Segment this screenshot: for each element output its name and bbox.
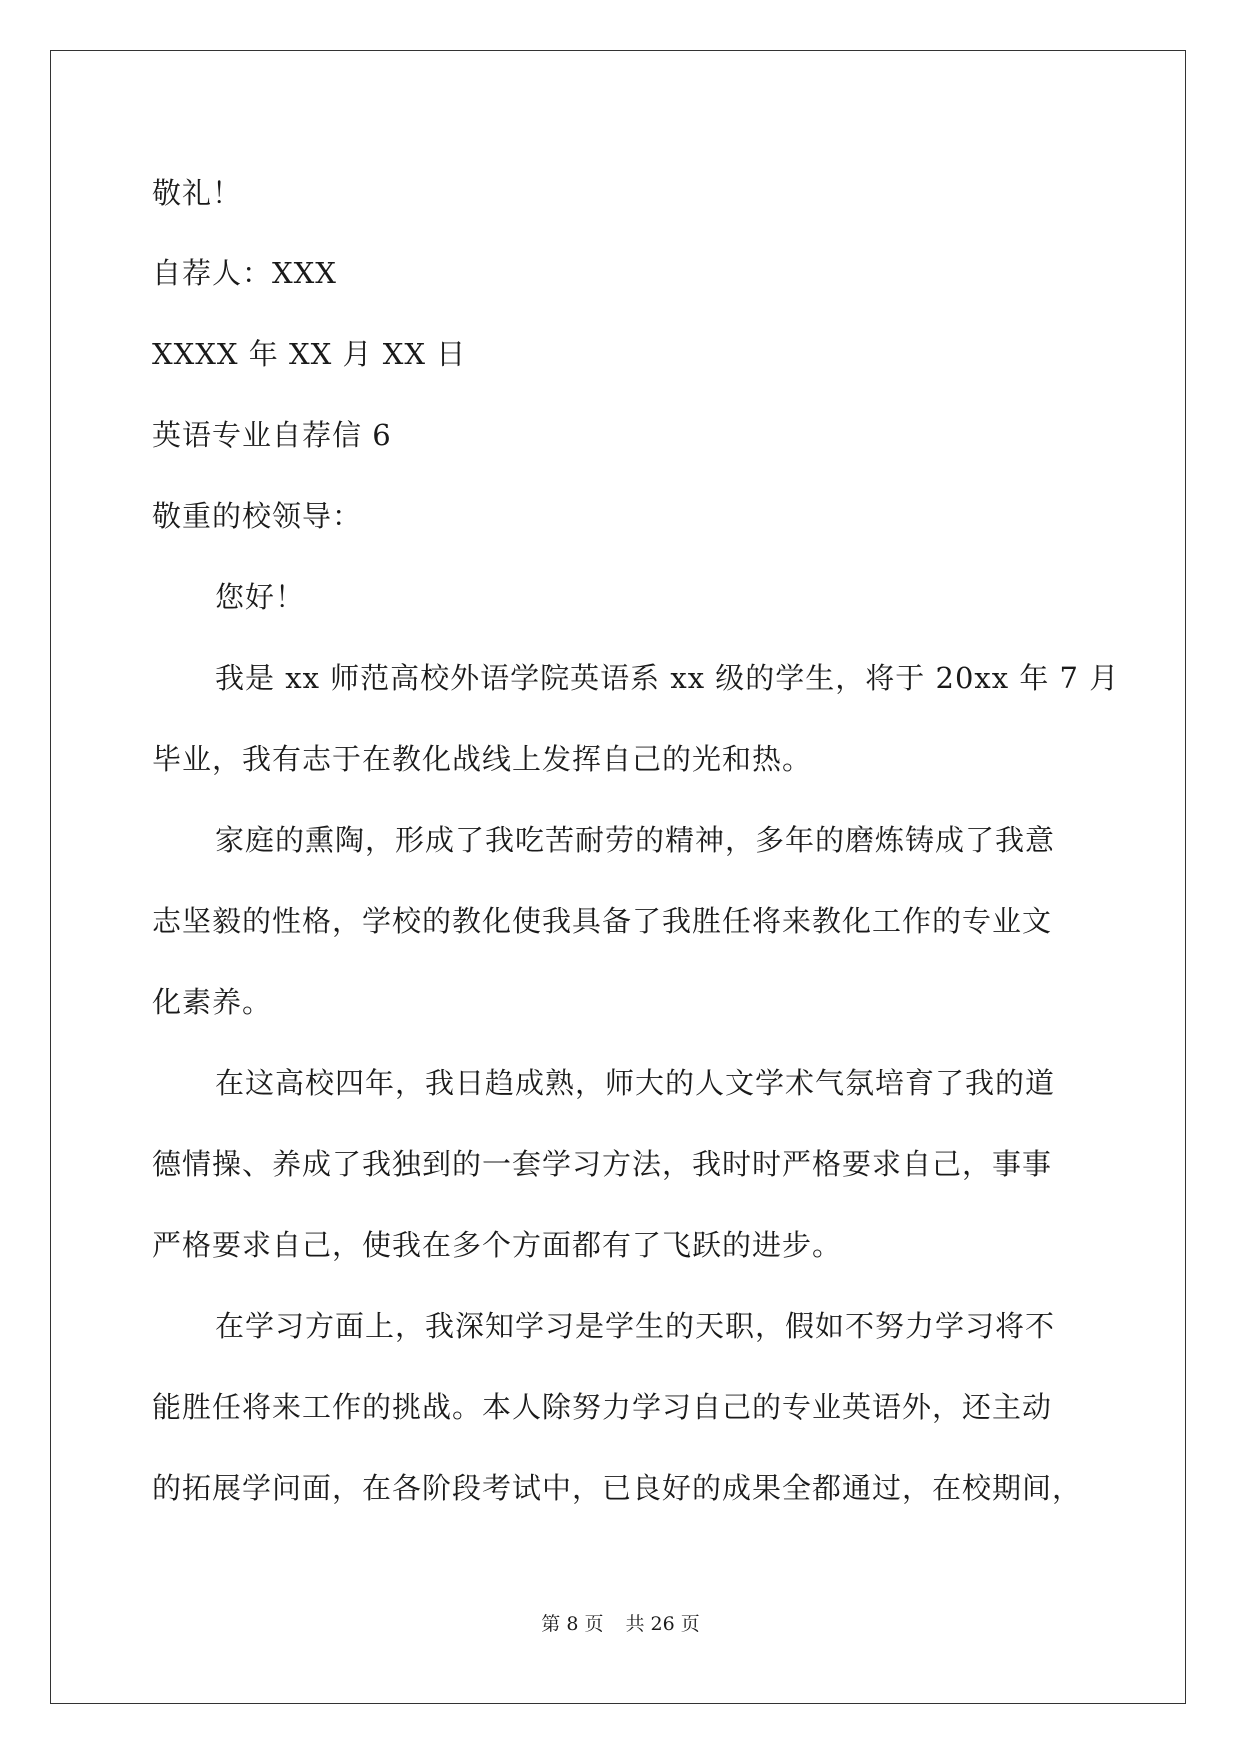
paragraph-line: 的拓展学问面，在各阶段考试中，已良好的成果全都通过，在校期间， — [152, 1471, 1083, 1505]
paragraph-line: 在学习方面上，我深知学习是学生的天职，假如不努力学习将不 — [215, 1309, 1056, 1343]
page-number-total: 共 26 页 — [625, 1613, 700, 1635]
text-line: 您好！ — [215, 580, 306, 614]
paragraph-line: 毕业，我有志于在教化战线上发挥自己的光和热。 — [152, 742, 813, 776]
section-title: 英语专业自荐信 6 — [152, 418, 392, 452]
paragraph-line: 家庭的熏陶，形成了我吃苦耐劳的精神，多年的磨炼铸成了我意 — [215, 823, 1056, 857]
page-footer — [0, 1612, 1241, 1636]
paragraph-line: 能胜任将来工作的挑战。本人除努力学习自己的专业英语外，还主动 — [152, 1390, 1053, 1424]
paragraph-line: 在这高校四年，我日趋成熟，师大的人文学术气氛培育了我的道 — [215, 1066, 1056, 1100]
page-number-current: 第 8 页 — [541, 1613, 604, 1635]
text-line: 自荐人：XXX — [152, 256, 337, 290]
paragraph-line: 严格要求自己，使我在多个方面都有了飞跃的进步。 — [152, 1228, 843, 1262]
paragraph-line: 化素养。 — [152, 985, 273, 1019]
text-line: XXXX 年 XX 月 XX 日 — [152, 337, 467, 371]
paragraph-line: 德情操、养成了我独到的一套学习方法，我时时严格要求自己，事事 — [152, 1147, 1053, 1181]
paragraph-line: 志坚毅的性格，学校的教化使我具备了我胜任将来教化工作的专业文 — [152, 904, 1053, 938]
paragraph-line: 我是 xx 师范高校外语学院英语系 xx 级的学生，将于 20xx 年 7 月 — [215, 661, 1120, 695]
text-line: 敬礼！ — [152, 176, 243, 210]
page-border — [50, 50, 1186, 1704]
salutation: 敬重的校领导： — [152, 499, 363, 533]
